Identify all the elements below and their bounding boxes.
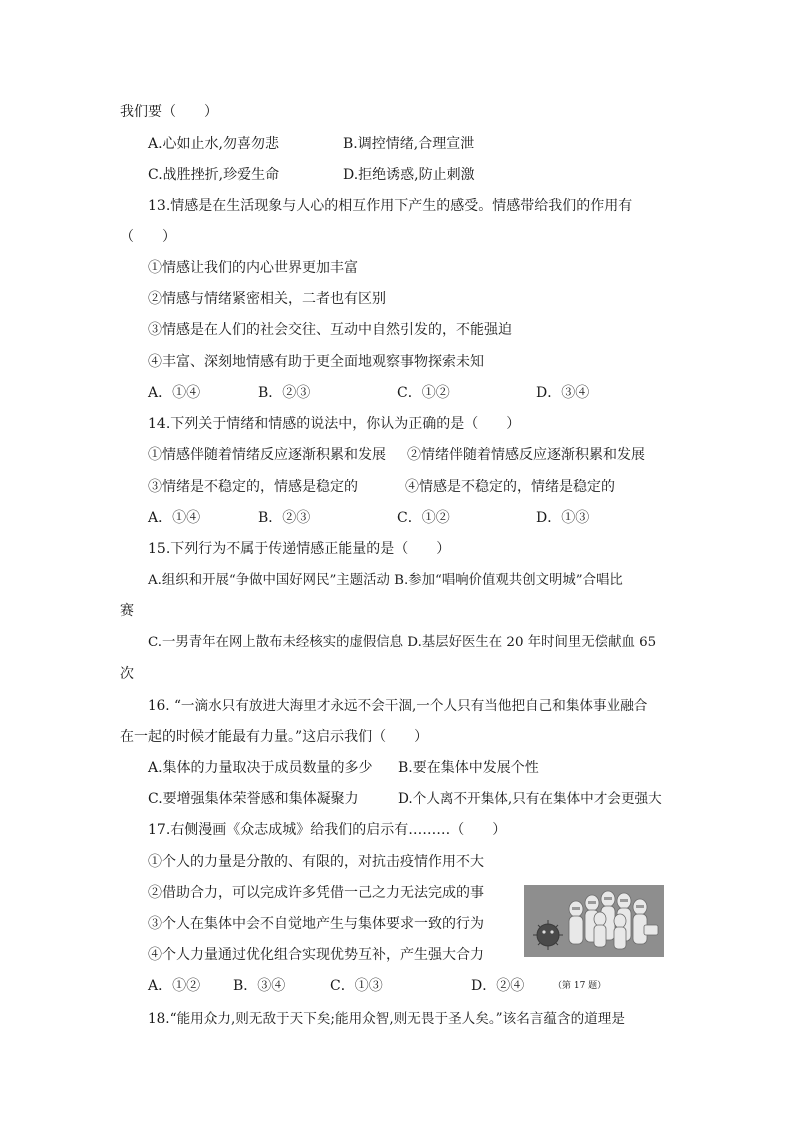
q12-option-a: A.心如止水,勿喜勿悲 — [148, 136, 280, 152]
q17-statement-4: ④个人力量通过优化组合实现优势互补，产生强大合力 — [148, 947, 484, 963]
q13-option-d: D．③④ — [536, 385, 590, 401]
q17-option-a: A．①② — [148, 978, 201, 994]
q16-option-c: C.要增强集体荣誉感和集体凝聚力 — [148, 791, 359, 807]
q18-stem: 18.“能用众力,则无敌于天下矣;能用众智,则无畏于圣人矣。”该名言蕴含的道理是 — [148, 1011, 625, 1027]
q16-option-a: A.集体的力量取决于成员数量的多少 — [148, 760, 373, 776]
q15-stem: 15.下列行为不属于传递情感正能量的是（ ） — [148, 541, 451, 557]
q13-option-c: C．①② — [397, 385, 450, 401]
q14-statement-1: ①情感伴随着情绪反应逐渐积累和发展 — [148, 447, 386, 463]
q17-image-caption: （第 17 题） — [553, 981, 607, 991]
q12-option-c: C.战胜挫折,珍爱生命 — [148, 167, 280, 183]
q12-option-d: D.拒绝诱惑,防止刺激 — [343, 167, 475, 183]
q14-option-b: B．②③ — [258, 510, 311, 526]
q15-option-ab: A.组织和开展“争做中国好网民”主题活动 B.参加“唱响价值观共创文明城”合唱比 — [148, 573, 623, 588]
q13-statement-1: ①情感让我们的内心世界更加丰富 — [148, 260, 358, 276]
q16-option-d: D.个人离不开集体,只有在集体中才会更强大 — [398, 791, 662, 807]
q14-statement-2: ②情绪伴随着情感反应逐渐积累和发展 — [407, 447, 645, 463]
q15-option-cd-wrap: 次 — [120, 666, 134, 682]
q14-statement-3: ③情绪是不稳定的，情感是稳定的 — [148, 479, 358, 495]
q17-statement-2: ②借助合力，可以完成许多凭借一己之力无法完成的事 — [148, 885, 484, 901]
q17-stem: 17.右侧漫画《众志成城》给我们的启示有………（ ） — [148, 822, 507, 838]
q13-stem-paren: （ ） — [120, 229, 176, 245]
q12-option-b: B.调控情绪,合理宣泄 — [343, 136, 475, 152]
q15-option-cd: C.一男青年在网上散布未经核实的虚假信息 D.基层好医生在 20 年时间里无偿献血 65 — [148, 635, 657, 650]
q14-statement-4: ④情感是不稳定的，情绪是稳定的 — [405, 479, 615, 495]
q14-option-d: D．①③ — [536, 510, 590, 526]
q13-statement-4: ④丰富、深刻地情感有助于更全面地观察事物探索未知 — [148, 354, 484, 370]
crowd-cartoon-icon — [524, 885, 664, 957]
q16-option-b: B.要在集体中发展个性 — [398, 760, 539, 776]
q17-statement-1: ①个人的力量是分散的、有限的，对抗击疫情作用不大 — [148, 854, 484, 870]
q17-option-c: C．①③ — [330, 978, 383, 994]
q17-statement-3: ③个人在集体中会不自觉地产生与集体要求一致的行为 — [148, 916, 484, 932]
q14-option-a: A．①④ — [148, 510, 201, 526]
q14-stem: 14.下列关于情绪和情感的说法中，你认为正确的是（ ） — [148, 416, 521, 432]
q16-stem-wrap: 在一起的时候才能最有力量。”这启示我们（ ） — [120, 729, 429, 745]
q13-statement-2: ②情感与情绪紧密相关，二者也有区别 — [148, 291, 386, 307]
q13-stem: 13.情感是在生活现象与人心的相互作用下产生的感受。情感带给我们的作用有 — [148, 198, 633, 214]
q17-option-b: B．③④ — [233, 978, 286, 994]
q13-statement-3: ③情感是在人们的社会交往、互动中自然引发的，不能强迫 — [148, 322, 512, 338]
q12-stem-tail: 我们要（ ） — [120, 104, 218, 120]
q15-option-ab-wrap: 赛 — [120, 603, 134, 619]
q13-option-b: B．②③ — [258, 385, 311, 401]
q13-option-a: A．①④ — [148, 385, 201, 401]
q14-option-c: C．①② — [397, 510, 450, 526]
q17-cartoon-image — [524, 885, 664, 957]
q17-option-d: D．②④ — [471, 978, 525, 994]
q16-stem: 16. “一滴水只有放进大海里才永远不会干涸,一个人只有当他把自己和集体事业融合 — [148, 698, 648, 714]
